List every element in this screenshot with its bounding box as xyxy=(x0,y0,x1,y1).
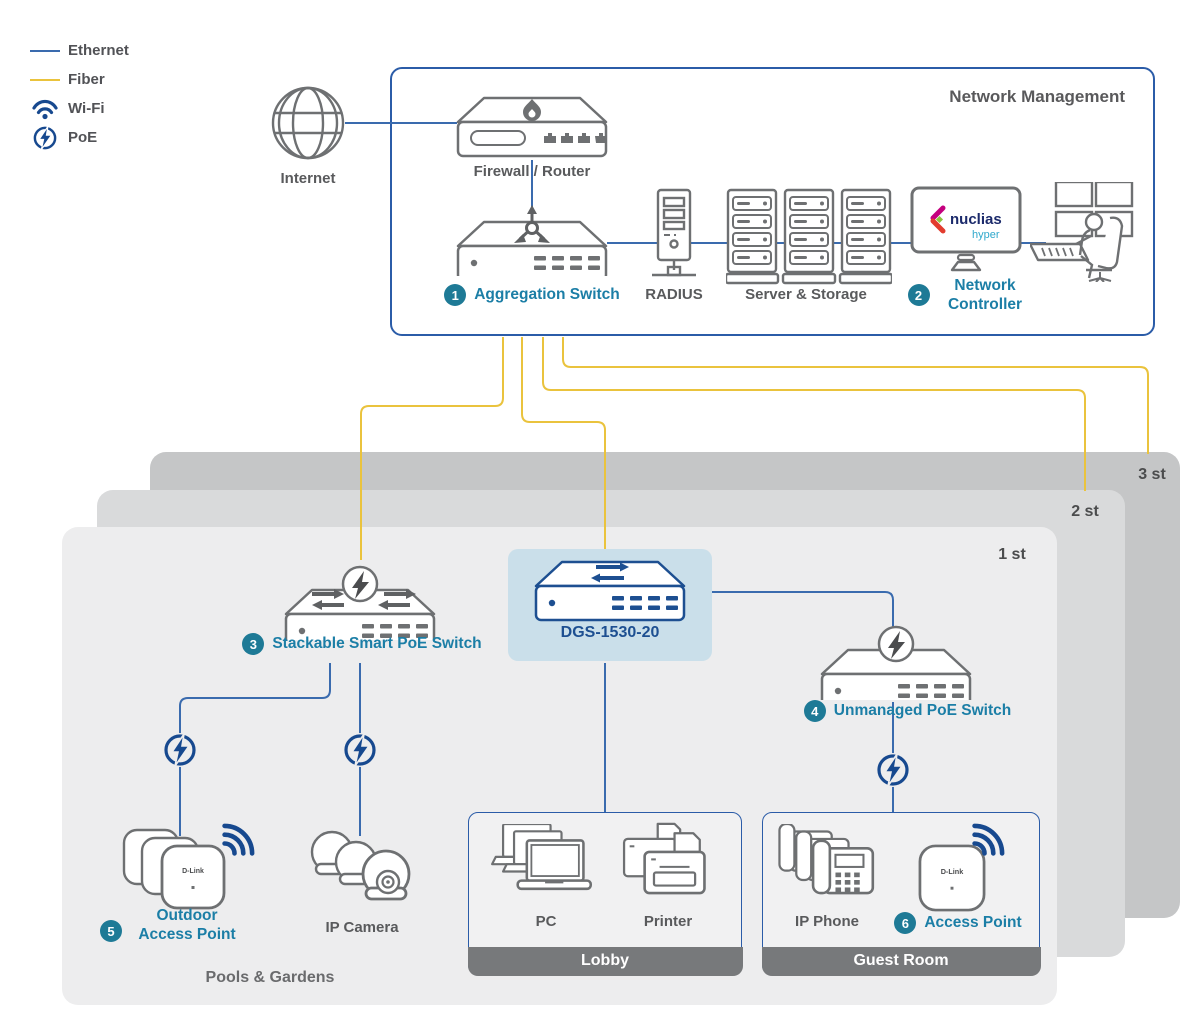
firewall-router-label: Firewall / Router xyxy=(473,163,591,180)
poe-bolt-icon xyxy=(879,627,913,661)
legend-item-fiber: Fiber xyxy=(30,65,129,94)
wifi-icon xyxy=(30,97,60,120)
ip-phone-label: IP Phone xyxy=(795,913,859,930)
legend xyxy=(30,36,129,152)
ip-phone-icon xyxy=(774,824,882,908)
server-storage-icon xyxy=(726,188,892,286)
internet-label: Internet xyxy=(280,170,336,187)
pc-label: PC xyxy=(535,913,557,930)
ip-camera-icon xyxy=(306,826,424,912)
poe-icon xyxy=(342,732,378,768)
svg-text:hyper: hyper xyxy=(972,229,1000,241)
unmanaged-poe-switch-icon xyxy=(818,612,974,700)
radius-server-icon xyxy=(648,188,700,288)
network-controller-monitor-icon xyxy=(910,186,1022,274)
access-point-callout xyxy=(878,912,1038,934)
radius-label: RADIUS xyxy=(645,286,703,303)
aggregation-switch-label: Aggregation Switch xyxy=(474,286,620,304)
stackable-switch-label: Stackable Smart PoE Switch xyxy=(272,635,482,653)
firewall-router-icon xyxy=(454,96,610,160)
fiber-line-icon xyxy=(30,79,60,81)
poe-bolt-icon xyxy=(343,567,377,601)
svg-text:D-Link: D-Link xyxy=(182,868,204,875)
legend-item-ethernet: Ethernet xyxy=(30,36,129,65)
dgs-1530-20-icon xyxy=(532,560,688,624)
badge-3: 3 xyxy=(242,633,264,655)
poe-icon xyxy=(875,752,911,788)
badge-6: 6 xyxy=(894,912,916,934)
printer-label: Printer xyxy=(643,913,693,930)
badge-4: 4 xyxy=(804,700,826,722)
badge-5: 5 xyxy=(100,920,122,942)
floor-3-label: 3 st xyxy=(1138,466,1166,483)
dgs-1530-20-label: DGS-1530-20 xyxy=(560,624,660,641)
aggregation-switch-icon xyxy=(454,196,610,276)
access-point-label: Access Point xyxy=(924,914,1022,932)
floor-2-label: 2 st xyxy=(1071,503,1099,520)
pc-icon xyxy=(486,824,606,908)
stackable-switch-callout xyxy=(212,633,512,655)
svg-text:nuclias: nuclias xyxy=(950,211,1002,228)
pools-gardens-label: Pools & Gardens xyxy=(205,969,335,986)
stackable-poe-switch-icon xyxy=(282,552,438,640)
internet-globe-icon xyxy=(270,85,346,161)
floor-1-label: 1 st xyxy=(998,546,1026,563)
guest-room-zone-title: Guest Room xyxy=(762,947,1041,976)
wifi-waves-icon xyxy=(218,816,262,860)
network-controller-callout xyxy=(900,276,1040,315)
unmanaged-switch-callout xyxy=(765,700,1050,722)
ethernet-line-icon xyxy=(30,50,60,52)
badge-1: 1 xyxy=(444,284,466,306)
poe-icon xyxy=(30,125,60,151)
badge-2: 2 xyxy=(908,284,930,306)
legend-item-poe: PoE xyxy=(30,123,129,152)
network-management-title: Network Management xyxy=(949,87,1125,106)
legend-item-wifi: Wi-Fi xyxy=(30,94,129,123)
printer-icon xyxy=(616,822,720,908)
server-storage-label: Server & Storage xyxy=(745,286,867,303)
outdoor-access-point-label: Outdoor Access Point xyxy=(138,907,236,944)
ip-camera-label: IP Camera xyxy=(325,919,399,936)
wifi-waves-icon xyxy=(968,816,1012,860)
network-controller-label: Network Controller xyxy=(947,277,1023,314)
svg-text:D-Link: D-Link xyxy=(940,867,964,877)
operator-workstation-icon xyxy=(1030,182,1140,282)
lobby-zone-title: Lobby xyxy=(468,947,743,976)
unmanaged-switch-label: Unmanaged PoE Switch xyxy=(833,702,1012,720)
poe-icon xyxy=(162,732,198,768)
fiber-lines xyxy=(361,337,1148,560)
